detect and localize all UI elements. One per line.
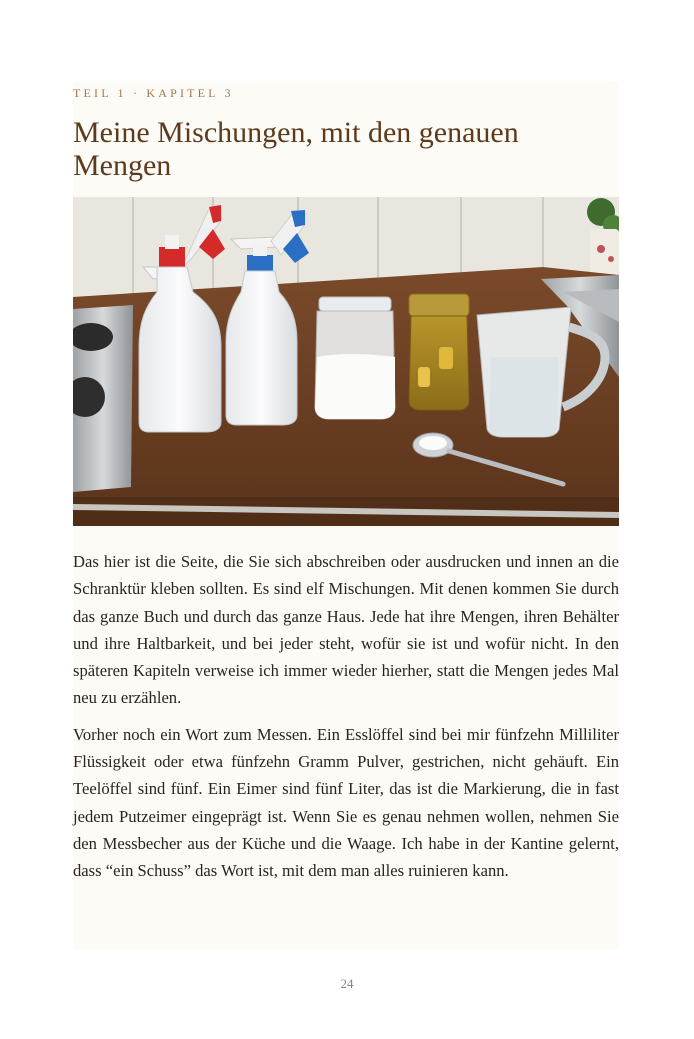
jar-vinegar-lemon — [409, 294, 469, 410]
potted-plant — [587, 198, 619, 275]
body-text — [73, 548, 619, 894]
body-paragraph: Vorher noch ein Wort zum Messen. Ein Esslöffel sind bei mir fünfzehn Milliliter Flüssigkeit oder etwa fünfzehn Gramm Pulver, gestrichen, nicht gehäuft. Ein Teelöffel sind fünf. Ein Eimer sind fünf Liter, das ist die Markierung, die in fast jedem Putzeimer eingeprägt ist. Wenn Sie es genau nehmen wollen, nehmen Sie den Messbecher aus der Küche und die Waage. Ich habe in der Kantine gelernt, dass “ein Schuss” das Wort ist, mit dem man alles ruinieren kann. — [73, 724, 619, 881]
chapter-title: Meine Mischungen, mit den genauen Mengen — [73, 116, 519, 182]
chapter-kicker: TEIL 1 · KAPITEL 3 — [73, 86, 234, 100]
chapter-photo — [73, 197, 619, 526]
page-number: 24 — [340, 976, 354, 991]
body-paragraph: Das hier ist die Seite, die Sie sich abschreiben oder ausdrucken und innen an die Schranktür kleben sollten. Es sind elf Mischungen. Mit denen kommen Sie durch das ganze Buch und durch das ganze Haus. Jede hat ihre Mengen, ihren Behälter und ihre Haltbarkeit, und bei jeder steht, wofür sie ist und wofür nicht. In den späteren Kapiteln verweise ich immer wieder hierher, statt die Mengen jedes Mal neu zu erzählen. — [73, 552, 619, 708]
jar-baking-soda — [315, 297, 395, 419]
stove — [73, 305, 133, 492]
page-content — [73, 82, 619, 949]
